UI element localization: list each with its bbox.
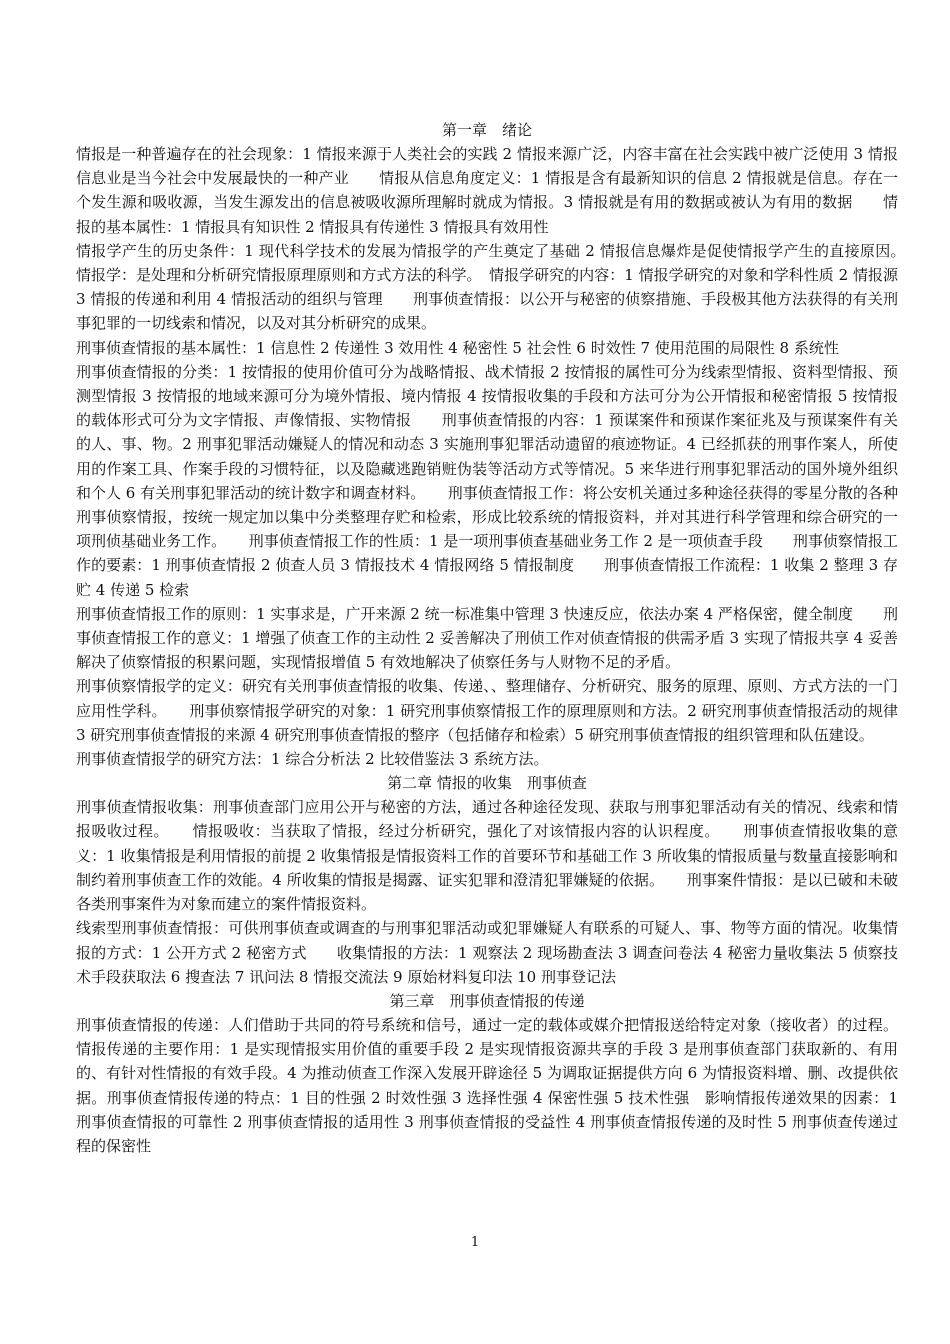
chapter-3-title: 第三章 刑事侦查情报的传递 <box>389 991 585 1010</box>
chapter-2-paragraph-2: 线索型刑事侦查情报：可供刑事侦查或调查的与刑事犯罪活动或犯罪嫌疑人有联系的可疑人、事、物等方面的情况。收集情报的方式：1 公开方式 2 秘密方式 收集情报的方法：1 观察法 2 现场勘查法 3 调查问卷法 4 秘密力量收集法 5 侦察技术手段获取法 6 搜查法 7 讯问法 8 情报交流法 9 原始材料复印法 10 刑事登记法 <box>76 919 898 986</box>
page-number: 1 <box>470 1235 480 1250</box>
chapter-1-paragraph-2: 情报学产生的历史条件：1 现代科学技术的发展为情报学的产生奠定了基础 2 情报信息爆炸是促使情报学产生的直接原因。 情报学：是处理和分析研究情报原理原则和方式方法的科学。 情报学研究的内容：1 情报学研究的对象和学科性质 2 情报源 3 情报的传递和利用 4 情报活动的组织与管理 刑事侦查情报：以公开与秘密的侦察措施、手段极其他方法获得的有关刑事犯罪的一切线索和情况，以及对其分析研究的成果。 <box>76 241 914 333</box>
chapter-1-paragraph-3: 刑事侦查情报的基本属性：1 信息性 2 传递性 3 效用性 4 秘密性 5 社会性 6 时效性 7 使用范围的局限性 8 系统性 <box>76 338 839 357</box>
chapter-1-paragraph-1: 情报是一种普遍存在的社会现象：1 情报来源于人类社会的实践 2 情报来源广泛，内容丰富在社会实践中被广泛使用 3 情报信息业是当今社会中发展最快的一种产业 情报从信息角度定义：1 情报是含有最新知识的信息 2 情报就是信息。存在一个发生源和吸收源，当发生源发出的信息被吸收源所理解时就成为情报。3 情报就是有用的数据或被认为有用的数据 情报的基本属性：1 情报具有知识性 2 情报具有传递性 3 情报具有效用性 <box>76 145 898 236</box>
chapter-1-paragraph-4: 刑事侦查情报的分类：1 按情报的使用价值可分为战略情报、战术情报 2 按情报的属性可分为线索型情报、资料型情报、预测型情报 3 按情报的地域来源可分为境外情报、境内情报 4 按情报收集的手段和方法可分为公开情报和秘密情报 5 按情报的载体形式可分为文字情报、声像情报、实物情报 刑事侦查情报的内容：1 预谋案件和预谋作案征兆及与预谋案件有关的人、事、物。2 刑事犯罪活动嫌疑人的情况和动态 3 实施刑事犯罪活动遗留的痕迹物证。4 已经抓获的刑事作案人，所使用的作案工具、作案手段的习惯特征，以及隐藏逃跑销赃伪装等活动方式等情况。5 来华进行刑事犯罪活动的国外境外组织和个人 6 有关刑事犯罪活动的统计数字和调查材料。 刑事侦查情报工作：将公安机关通过多种途径获得的零星分散的各种刑事侦察情报，按统一规定加以集中分类整理存贮和检索，形成比较系统的情报资料，并对其进行科学管理和综合研究的一项刑侦基础业务工作。 刑事侦查情报工作的性质：1 是一项刑事侦查基础业务工作 2 是一项侦查手段 刑事侦察情报工作的要素：1 刑事侦查情报 2 侦查人员 3 情报技术 4 情报网络 5 情报制度 刑事侦查情报工作流程：1 收集 2 整理 3 存贮 4 传递 5 检索 <box>76 362 898 599</box>
chapter-2-title: 第二章 情报的收集 刑事侦查 <box>387 774 587 793</box>
chapter-1-paragraph-6: 刑事侦察情报学的定义：研究有关刑事侦查情报的收集、传递、、整理储存、分析研究、服务的原理、原则、方式方法的一门应用性学科。 刑事侦察情报学研究的对象：1 研究刑事侦察情报工作的原理原则和方法。2 研究刑事侦查情报活动的规律 3 研究刑事侦查情报的来源 4 研究刑事侦查情报的整序（包括储存和检索）5 研究刑事侦查情报的组织管理和队伍建设。 <box>76 677 903 744</box>
document-body <box>76 118 914 1158</box>
chapter-2-paragraph-1: 刑事侦查情报收集：刑事侦查部门应用公开与秘密的方法，通过各种途径发现、获取与刑事犯罪活动有关的情况、线索和情报吸收过程。 情报吸收：当获取了情报，经过分析研究，强化了对该情报内容的认识程度。 刑事侦查情报收集的意义：1 收集情报是利用情报的前提 2 收集情报是情报资料工作的首要环节和基础工作 3 所收集的情报质量与数量直接影响和制约着刑事侦查工作的效能。4 所收集的情报是揭露、证实犯罪和澄清犯罪嫌疑的依据。 刑事案件情报：是以已破和未破各类刑事案件为对象而建立的案件情报资料。 <box>76 798 898 914</box>
chapter-1-title: 第一章 绪论 <box>441 121 532 139</box>
chapter-3-paragraph-1: 刑事侦查情报的传递：人们借助于共同的符号系统和信号，通过一定的载体或媒介把情报送给特定对象（接收者）的过程。情报传递的主要作用：1 是实现情报实用价值的重要手段 2 是实现情报资源共享的手段 3 是刑事侦查部门获取新的、有用的、有针对性情报的有效手段。4 为推动侦查工作深入发展开辟途径 5 为调取证据提供方向 6 为情报资料增、删、改提供依据。刑事侦查情报传递的特点：1 目的性强 2 时效性强 3 选择性强 4 保密性强 5 技术性强 影响情报传递效果的因素：1 刑事侦查情报的可靠性 2 刑事侦查情报的适用性 3 刑事侦查情报的受益性 4 刑事侦查情报传递的及时性 5 刑事侦查传递过程的保密性 <box>76 1015 903 1155</box>
chapter-1-paragraph-7: 刑事侦查情报学的研究方法：1 综合分析法 2 比较借鉴法 3 系统方法。 <box>76 750 549 769</box>
chapter-1-paragraph-5: 刑事侦查情报工作的原则：1 实事求是，广开来源 2 统一标准集中管理 3 快速反应，依法办案 4 严格保密，健全制度 刑事侦查情报工作的意义：1 增强了侦查工作的主动性 2 妥善解决了刑侦工作对侦查情报的供需矛盾 3 实现了情报共享 4 妥善解决了侦察情报的积累问题，实现情报增值 5 有效地解决了侦察任务与人财物不足的矛盾。 <box>76 604 898 672</box>
